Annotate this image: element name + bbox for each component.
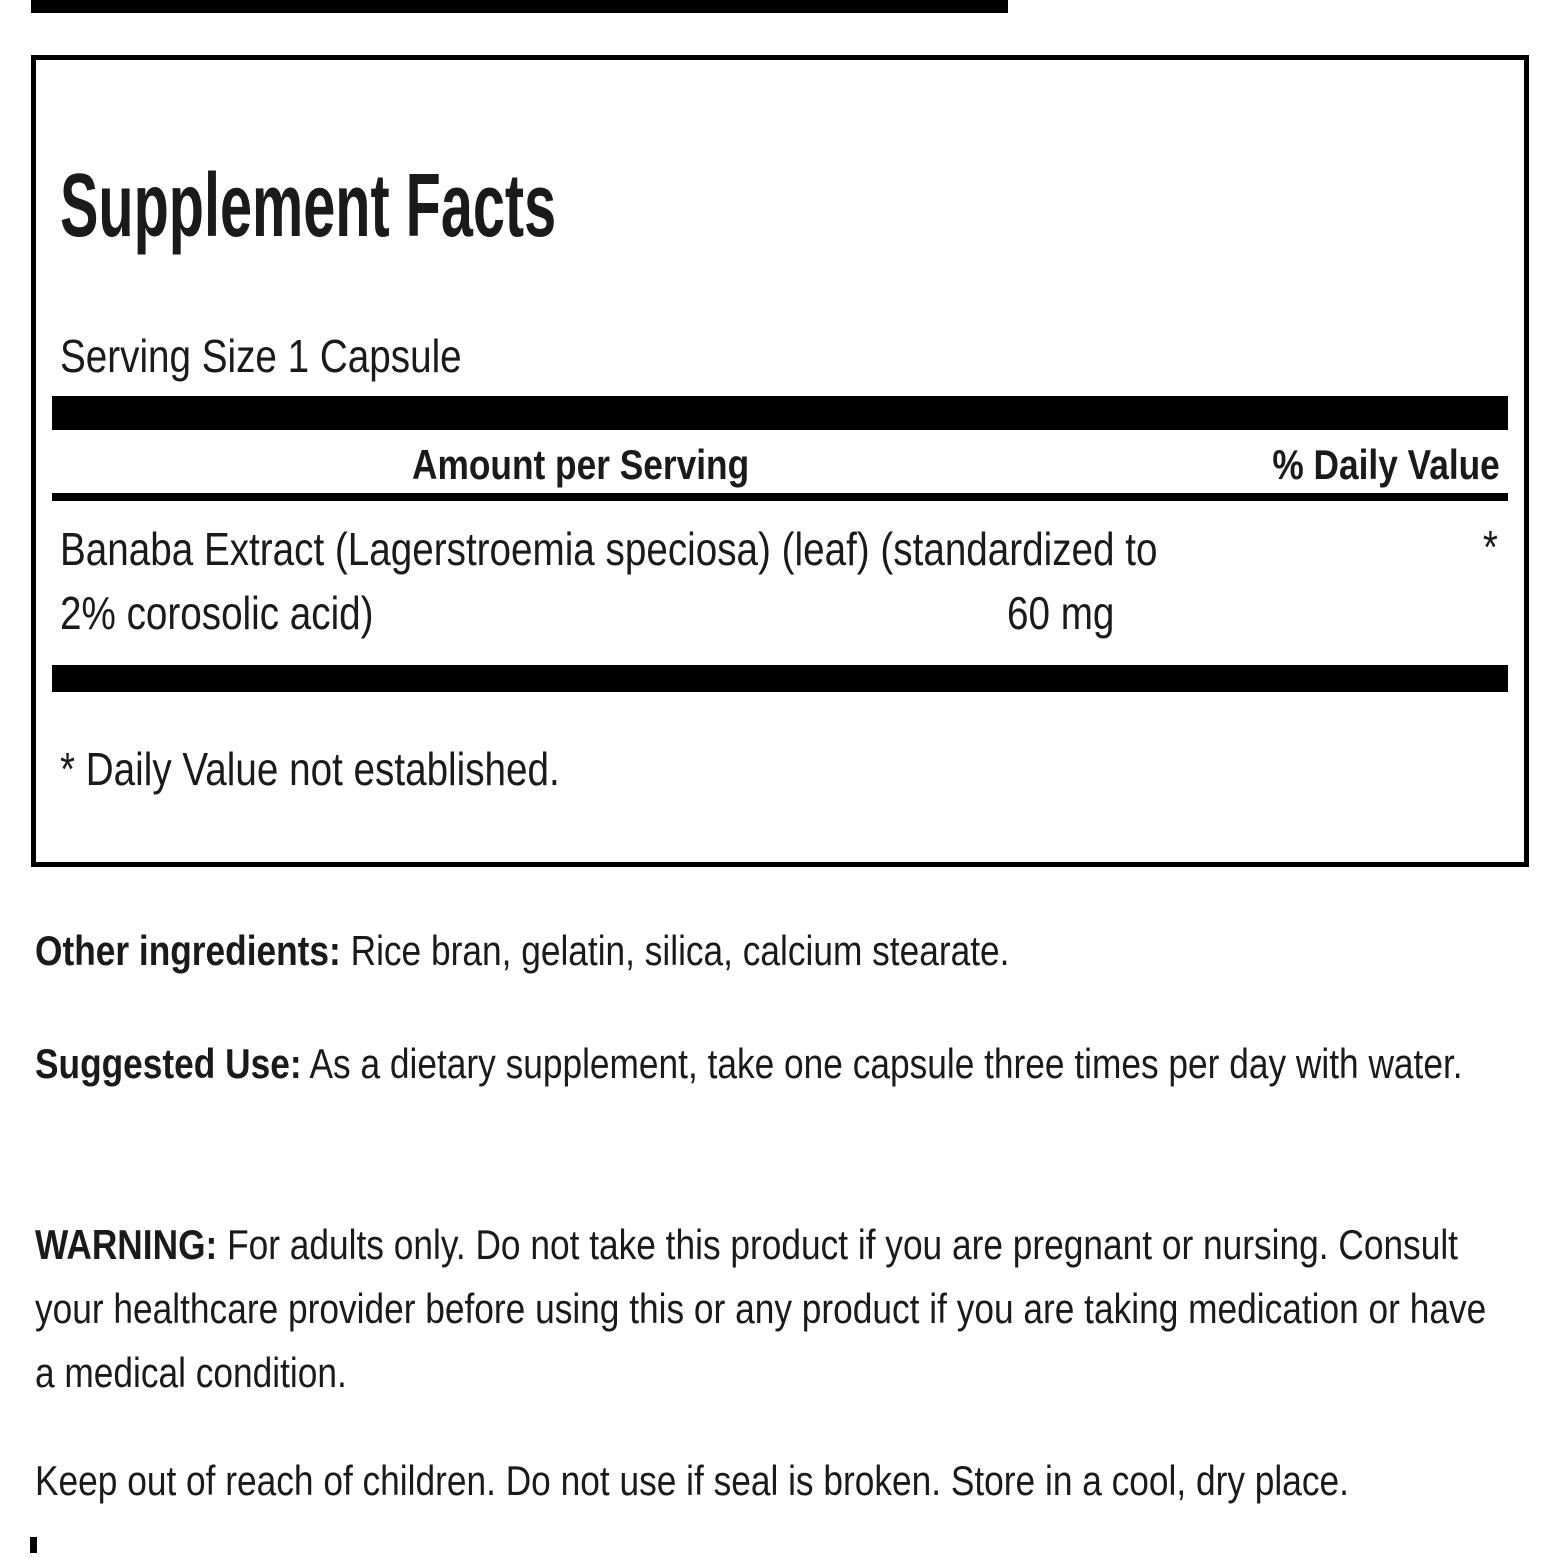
storage-paragraph: Keep out of reach of children. Do not use if seal is broken. Store in a cool, dry place.	[35, 1457, 1349, 1504]
warning-text: For adults only. Do not take this product if you are pregnant or nursing. Consult your healthcare provider before using this or any product if you are taking medication or have a medical condition.	[35, 1221, 1487, 1396]
warning-label: WARNING:	[35, 1221, 218, 1268]
ingredient-amount: 60 mg	[1007, 587, 1115, 639]
other-ingredients-text: Rice bran, gelatin, silica, calcium stearate.	[350, 927, 1010, 974]
suggested-use-text: As a dietary supplement, take one capsule three times per day with water.	[309, 1040, 1463, 1087]
table-bottom-bar	[52, 665, 1508, 692]
daily-value-footnote: * Daily Value not established.	[60, 743, 560, 795]
table-header-row	[60, 430, 1500, 493]
panel-title: Supplement Facts	[60, 156, 557, 256]
ingredient-daily-value: *	[1482, 521, 1498, 573]
table-top-bar	[52, 396, 1508, 430]
daily-value-header: % Daily Value	[1272, 441, 1500, 488]
top-crop-bar	[31, 0, 1008, 13]
other-ingredients-paragraph	[35, 919, 1488, 983]
bottom-crop-mark	[30, 1537, 37, 1553]
supplement-facts-panel	[31, 55, 1529, 867]
amount-per-serving-header: Amount per Serving	[412, 441, 750, 488]
other-ingredients-label: Other ingredients:	[35, 927, 341, 974]
suggested-use-label: Suggested Use:	[35, 1040, 302, 1087]
suggested-use-paragraph	[35, 1032, 1488, 1096]
header-separator-bar	[52, 493, 1508, 501]
serving-size: Serving Size 1 Capsule	[60, 330, 462, 382]
table-row	[60, 501, 1500, 665]
ingredient-name: Banaba Extract (Lagerstroemia speciosa) (leaf) (standardized to 2% corosolic acid)	[60, 523, 1158, 639]
warning-paragraph	[35, 1213, 1488, 1405]
